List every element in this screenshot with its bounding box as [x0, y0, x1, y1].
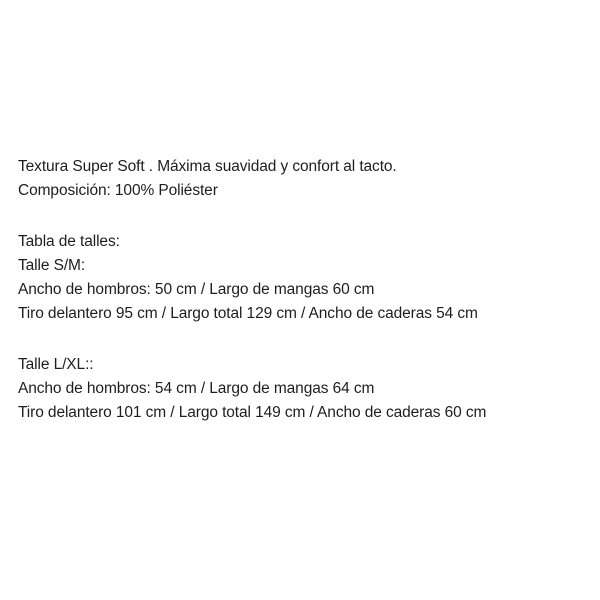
composition-description: Composición: 100% Poliéster [18, 182, 218, 199]
size-lxl-label: Talle L/XL:: [18, 356, 94, 373]
size-lxl-measurements-line2: Tiro delantero 101 cm / Largo total 149 cm / Ancho de caderas 60 cm [18, 404, 487, 421]
size-sm-label: Talle S/M: [18, 257, 86, 274]
paragraph-spacer [18, 203, 486, 230]
texture-description: Textura Super Soft . Máxima suavidad y confort al tacto. [18, 158, 397, 175]
paragraph-spacer [18, 326, 486, 353]
size-lxl-measurements-line1: Ancho de hombros: 54 cm / Largo de mangas 64 cm [18, 380, 375, 397]
description-text-block [18, 155, 486, 425]
size-table-heading: Tabla de talles: [18, 233, 120, 250]
size-sm-measurements-line2: Tiro delantero 95 cm / Largo total 129 cm / Ancho de caderas 54 cm [18, 305, 478, 322]
size-sm-measurements-line1: Ancho de hombros: 50 cm / Largo de mangas 60 cm [18, 281, 375, 298]
